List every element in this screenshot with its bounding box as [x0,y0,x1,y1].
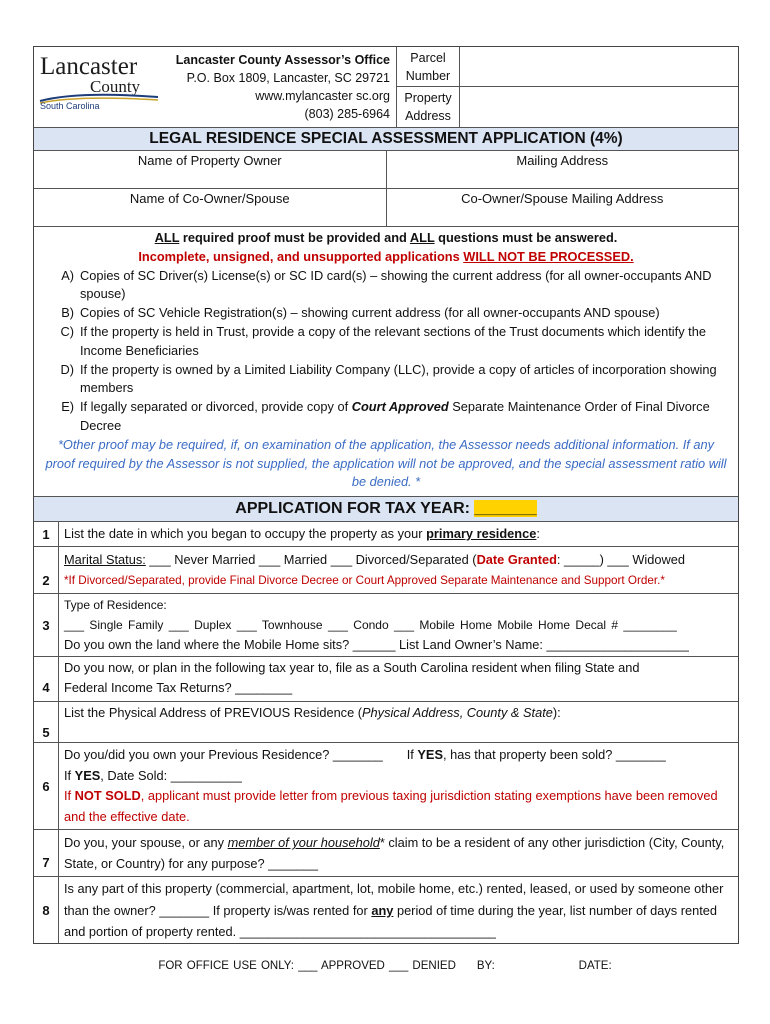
requirements-section [34,226,738,496]
question-2 [34,546,738,593]
question-number: 8 [34,877,59,943]
logo-text-state: South Carolina [40,101,100,111]
tax-resident-question-end: Federal Income Tax Returns? ________ [64,680,293,696]
question-text[interactable] [59,702,738,742]
sold-question: , has that property been sold? _______ [443,747,666,763]
coowner-row [34,188,738,226]
question-text[interactable] [59,594,738,656]
processing-warning [44,248,728,267]
q6-line2 [64,766,734,787]
warning-emphasis: WILL NOT BE PROCESSED. [463,248,634,264]
office-name: Lancaster County Assessor’s Office [175,53,390,67]
question-number: 3 [34,594,59,656]
question-number: 7 [34,830,59,876]
tax-year-band [34,496,738,521]
assessor-office-info [162,47,396,127]
court-approved-emphasis: Court Approved [351,399,449,415]
parcel-number-label: Parcel Number [397,47,459,87]
q7-text: Do you, your spouse, or any [64,835,228,851]
tax-year-field[interactable]: _______ [474,500,537,518]
office-website: www.mylancaster sc.org [255,89,390,103]
item-text: Copies of SC Vehicle Registration(s) – showing current address (for all owner-occupants AND spouse) [80,305,660,321]
question-4 [34,656,738,701]
all-emphasis-2: ALL [409,230,435,245]
item-letter: C) [60,323,74,339]
q5-end: ): [552,705,561,721]
owner-name-field[interactable]: Name of Property Owner [34,151,387,188]
application-form [33,46,739,944]
property-address-field[interactable] [460,87,738,127]
requirement-item [44,361,728,399]
q1-text: List the date in which you began to occupy the property as your [64,526,427,542]
item-text: Copies of SC Driver(s) License(s) or SC ID card(s) – showing the current address (for all owner-occupants AND spouse) [80,267,712,302]
question-text[interactable] [59,743,738,829]
question-3 [34,593,738,656]
heading-end: questions must be answered. [434,230,618,245]
question-text[interactable] [59,547,738,593]
parcel-labels [396,47,460,127]
question-6 [34,742,738,829]
item-text [80,398,728,436]
q1-end: : [536,526,540,542]
not-sold-emphasis: NOT SOLD [74,788,141,804]
requirement-item [44,267,728,305]
q6-if-3: If [64,788,75,804]
q8-text: Is any part of this property (commercial, apartment, lot, mobile home, etc.) rented, leased, or used by someone other than the owner? _______ If property is/was rented for [64,881,724,918]
q6-yes: YES [417,747,443,763]
question-number: 1 [34,522,59,546]
q5-italic: Physical Address, County & State [362,705,553,721]
question-number: 2 [34,547,59,593]
office-phone: (803) 285-6964 [304,107,390,121]
q8-end: period of time during the year, list number of days rented and portion of property rented. ____________________________________ [64,902,718,940]
coowner-mailing-field[interactable]: Co-Owner/Spouse Mailing Address [461,191,664,206]
heading-mid: required proof must be provided and [179,230,410,245]
q5-text: List the Physical Address of PREVIOUS Residence ( [64,705,363,721]
county-logo [34,47,162,127]
question-7 [34,829,738,876]
question-number: 6 [34,743,59,829]
property-address-label: Property Address [404,91,452,123]
owner-mailing-field[interactable]: Mailing Address [516,153,609,168]
q6-yes-2: YES [74,767,101,783]
divorce-note: *If Divorced/Separated, provide Final Divorce Decree or Court Approved Separate Maintenance and Support Order.* [64,574,665,588]
marital-options-end: : _____) ___ Widowed [556,552,685,568]
parcel-fields [460,47,738,127]
item-e-part1: If legally separated or divorced, provide copy of [80,399,352,415]
mobile-home-land-question: Do you own the land where the Mobile Home sits? ______ List Land Owner’s Name: ____________________ [64,637,689,653]
warning-text: Incomplete, unsigned, and unsupported applications [138,248,464,264]
other-proof-note: *Other proof may be required, if, on examination of the application, the Assessor needs additional information. If any proof required by the Assessor is not supplied, the application will not be approved, and the special assessment ratio will be denied. * [45,436,727,490]
q7-end: * claim to be a resident of any other jurisdiction (City, County, State, or Country) for any purpose? _______ [64,835,725,872]
question-text[interactable] [59,522,738,546]
tax-year-label: APPLICATION FOR TAX YEAR: [235,500,470,518]
question-1 [34,521,738,546]
requirement-item [44,304,728,323]
residence-type-label: Type of Residence: [64,598,167,613]
item-text: If the property is held in Trust, provide a copy of the relevant sections of the Trust documents which identify the Income Beneficiaries [80,323,706,358]
marital-options: ___ Never Married ___ Married ___ Divorced/Separated ( [145,552,477,568]
marital-status-label: Marital Status: [64,552,146,568]
coowner-name-field[interactable]: Name of Co-Owner/Spouse [34,189,387,226]
requirement-item [44,323,728,361]
own-previous-question: Do you/did you own your Previous Residence? _______ [64,747,383,763]
tax-resident-question: Do you now, or plan in the following tax year to, file as a South Carolina resident when filing State and [64,660,640,676]
any-emphasis: any [371,902,394,918]
item-text: If the property is owned by a Limited Liability Company (LLC), provide a copy of articles of incorporation showing members [80,361,717,396]
primary-residence-emphasis: primary residence [426,526,537,542]
question-number: 5 [34,702,59,742]
question-number: 4 [34,657,59,701]
item-letter: A) [61,267,74,283]
item-e-part2: Separate Maintenance Order of Final Divorce Decree [80,399,710,433]
household-emphasis: member of your household [227,835,380,851]
question-text[interactable] [59,877,738,943]
marital-status-line [64,549,734,570]
logo-text-lancaster: Lancaster [40,53,138,80]
q6-line1 [64,745,734,766]
logo-text-county: County [90,77,141,96]
parcel-number-field[interactable] [460,47,738,87]
form-title: LEGAL RESIDENCE SPECIAL ASSESSMENT APPLICATION (4%) [34,127,738,150]
owner-row [34,150,738,188]
office-po-box: P.O. Box 1809, Lancaster, SC 29721 [186,71,390,85]
requirement-item [44,398,728,436]
residence-type-options: ___ Single Family ___ Duplex ___ Townhouse ___ Condo ___ Mobile Home Mobile Home Decal # ________ [64,618,677,633]
not-sold-text: , applicant must provide letter from previous taxing jurisdiction stating exemptions have been removed and the effective date. [64,788,718,824]
question-text[interactable] [59,657,738,701]
item-letter: D) [60,361,74,377]
not-sold-note [64,786,734,827]
q6-if-2: If [64,767,75,783]
item-letter: B) [61,305,74,321]
q6-if: If [406,747,418,763]
form-header [34,47,738,127]
question-5 [34,701,738,742]
date-granted-label: Date Granted [476,552,557,568]
date-sold-field: , Date Sold: __________ [100,767,242,783]
question-8 [34,876,738,943]
requirements-heading [44,229,728,248]
question-text[interactable] [59,830,738,876]
office-use-footer: FOR OFFICE USE ONLY: ___ APPROVED ___ DENIED BY: DATE: [158,960,612,972]
item-letter: E) [61,399,74,415]
all-emphasis: ALL [154,230,180,245]
